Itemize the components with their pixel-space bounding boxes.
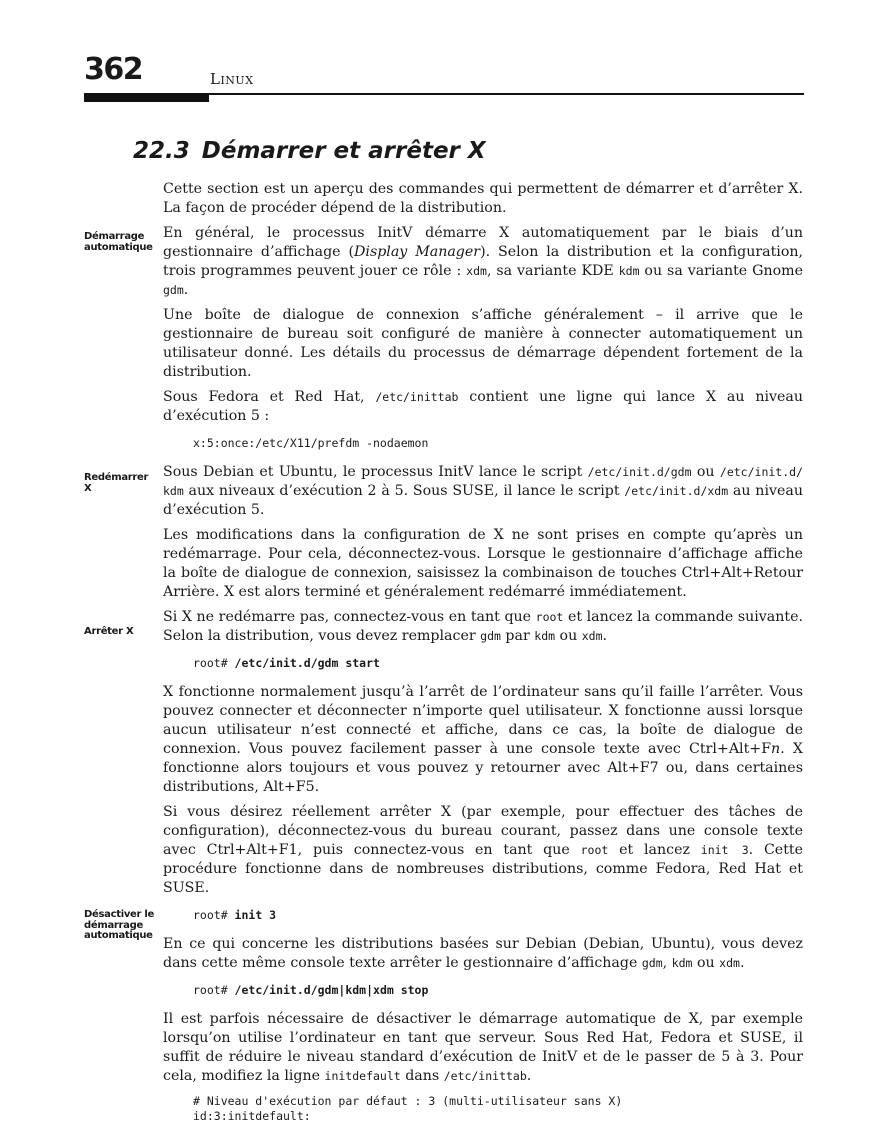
margin-note-line: Désactiver le: [84, 909, 154, 920]
text-run: .: [183, 282, 189, 298]
margin-note-demarrage: [84, 232, 156, 253]
shell-command: /etc/init.d/gdm start: [234, 656, 380, 670]
page-number: 362: [84, 52, 143, 87]
text-run: Sous Debian et Ubuntu, le processus InitV lance le script: [163, 464, 588, 480]
paragraph-init3: [163, 803, 803, 898]
text-run: En général, le processus InitV démarre X automatiquement par le biais d’un gestionnaire d’affichage (: [163, 225, 803, 260]
margin-note-arreter: Arrêter X: [84, 626, 134, 637]
text-run: . X fonctionne alors toujours et vous pouvez y retourner avec Alt+F7 ou, dans certaines distributions, Alt+F5.: [163, 741, 803, 795]
text-run: ou sa variante Gnome: [639, 263, 803, 279]
text-run: par: [500, 628, 535, 644]
section-title: Démarrer et arrêter X: [201, 138, 486, 164]
code-line: # Niveau d'exécution par défaut : 3 (multi-utilisateur sans X): [193, 1094, 623, 1108]
text-run: Il est parfois nécessaire de désactiver le démarrage automatique de X, par exemple lorsqu’on utilise l’ordinateur en tant que serveur. Sous Red Hat, Fedora et SUSE, il suffit de réduire le niveau standard d’exécution de InitV et de le passer de 5 à 3. Pour cela, modifiez la ligne: [163, 1011, 803, 1084]
code-block-gdm-start: [193, 656, 803, 671]
text-run: ou: [692, 955, 720, 971]
inline-code: kdm: [534, 629, 556, 643]
code-block-dm-stop: [193, 983, 803, 998]
text-run: et lancez la commande suivante. Selon la distribution, vous devez remplacer: [163, 609, 803, 644]
running-title: Linux: [210, 70, 254, 88]
inline-code: kdm: [618, 264, 640, 278]
text-run: aux niveaux d’exécution 2 à 5. Sous SUSE, il lance le script: [183, 483, 625, 499]
shell-prompt: root#: [193, 983, 235, 997]
shell-prompt: root#: [193, 656, 235, 670]
paragraph-login-dialog: Une boîte de dialogue de connexion s’affiche généralement – il arrive que le gestionnaire de bureau soit configuré de manière à connecter automatiquement un utilisateur donné. Les détails du processus de démarrage dépendent fortement de la distribution.: [163, 307, 803, 380]
text-run: et lancez: [608, 842, 701, 858]
paragraph-disable: [163, 1010, 803, 1086]
text-run: X fonctionne normalement jusqu’à l’arrêt de l’ordinateur sans qu’il faille l’arrêter. Vous pouvez connecter et déconnecter n’importe quel utilisateur. X fonctionne aussi lorsque aucun utilisateur n’est connecté et affiche, dans ce cas, la boîte de dialogue de connexion. Vous pouvez facilement passer à une console texte avec Ctrl+Alt+F: [163, 684, 803, 757]
inline-code: gdm: [641, 956, 663, 970]
margin-note-desactiver: [84, 910, 156, 942]
text-run: .: [602, 628, 608, 644]
shell-command: init 3: [234, 908, 277, 922]
inline-code: gdm: [480, 629, 501, 643]
code-block-inittab: [193, 1094, 803, 1124]
shell-prompt: root#: [193, 908, 235, 922]
text-run: ). Selon la distribution et la configuration, trois programmes peuvent jouer ce rôle :: [163, 244, 804, 279]
text-run: au niveau d’exécution 5.: [163, 483, 803, 518]
inline-code: /etc/inittab: [443, 1069, 527, 1083]
inline-code: root: [535, 610, 564, 624]
paragraph-fedora: [163, 388, 803, 426]
text-run: contient une ligne qui lance X au niveau d’exécution 5 :: [163, 389, 803, 424]
inline-code: xdm: [581, 629, 603, 643]
text-run: ,: [662, 955, 672, 971]
section-heading: [133, 136, 486, 166]
text-run: En ce qui concerne les distributions basées sur Debian (Debian, Ubuntu), vous devez dans cette même console texte arrêter le gestionnaire d’affichage: [163, 936, 803, 971]
text-run: . Cette procédure fonctionne dans de nombreuses distributions, comme Fedora, Red Hat et SUSE.: [163, 842, 803, 896]
text-run: ou: [691, 464, 720, 480]
inline-code: kdm: [671, 956, 693, 970]
inline-code: /etc/init.d/xdm: [624, 484, 729, 498]
section-number: 22.3: [133, 138, 190, 164]
inline-code: init 3: [700, 843, 749, 857]
paragraph-display-manager: [163, 224, 803, 300]
paragraph-stop-x: [163, 683, 803, 797]
margin-note-redemarrer: Redémarrer X: [84, 472, 149, 494]
inline-code: initdefault: [324, 1069, 401, 1083]
inline-code: /etc/init.d/gdm: [587, 465, 692, 479]
text-run: Si X ne redémarre pas, connectez-vous en tant que: [163, 609, 536, 625]
paragraph-intro: Cette section est un aperçu des commandes qui permettent de démarrer et d’arrêter X. La façon de procéder dépend de la distribution.: [163, 181, 803, 216]
code-line: id:3:initdefault:: [193, 1109, 311, 1123]
body-text: [163, 180, 803, 1136]
text-run: Si vous désirez réellement arrêter X (par exemple, pour effectuer des tâches de configuration), déconnectez-vous du bureau courant, passez dans une console texte avec Ctrl+Alt+F1, puis connectez-vous en tant que: [163, 804, 803, 858]
margin-note-line: automatique: [84, 930, 153, 941]
inline-code: gdm: [163, 283, 184, 297]
paragraph-restart-root: [163, 608, 803, 646]
margin-note-line: automatique: [84, 241, 153, 253]
text-run: ou: [555, 628, 582, 644]
header-rule-thick: [84, 93, 209, 102]
text-run: dans: [400, 1068, 444, 1084]
emphasis: n: [771, 741, 781, 757]
text-run: Sous Fedora et Red Hat,: [163, 389, 376, 405]
inline-code: /etc/init.d/ kdm: [163, 465, 803, 498]
code-block-prefdm: x:5:once:/etc/X11/prefdm -nodaemon: [193, 436, 429, 450]
emphasis: Display Manager: [354, 244, 481, 260]
inline-code: xdm: [466, 264, 487, 278]
inline-code: /etc/inittab: [375, 390, 459, 404]
text-run: , sa variante KDE: [486, 263, 619, 279]
inline-code: root: [580, 843, 609, 857]
paragraph-debian-stop: [163, 935, 803, 973]
margin-note-line: Démarrage: [84, 231, 145, 242]
paragraph-debian: [163, 463, 803, 520]
text-run: .: [739, 955, 745, 971]
shell-command: /etc/init.d/gdm|kdm|xdm stop: [234, 983, 429, 997]
paragraph-restart: Les modifications dans la configuration de X ne sont prises en compte qu’après un redémarrage. Pour cela, déconnectez-vous. Lorsque le gestionnaire d’affichage affiche la boîte de dialogue de connexion, saisissez la combinaison de touches Ctrl+Alt+Retour Arrière. X est alors terminé et généralement redémarré immédiatement.: [163, 527, 803, 600]
inline-code: xdm: [719, 956, 740, 970]
code-block-init3: [193, 908, 803, 923]
text-run: .: [526, 1068, 532, 1084]
margin-note-line: démarrage: [84, 919, 143, 931]
